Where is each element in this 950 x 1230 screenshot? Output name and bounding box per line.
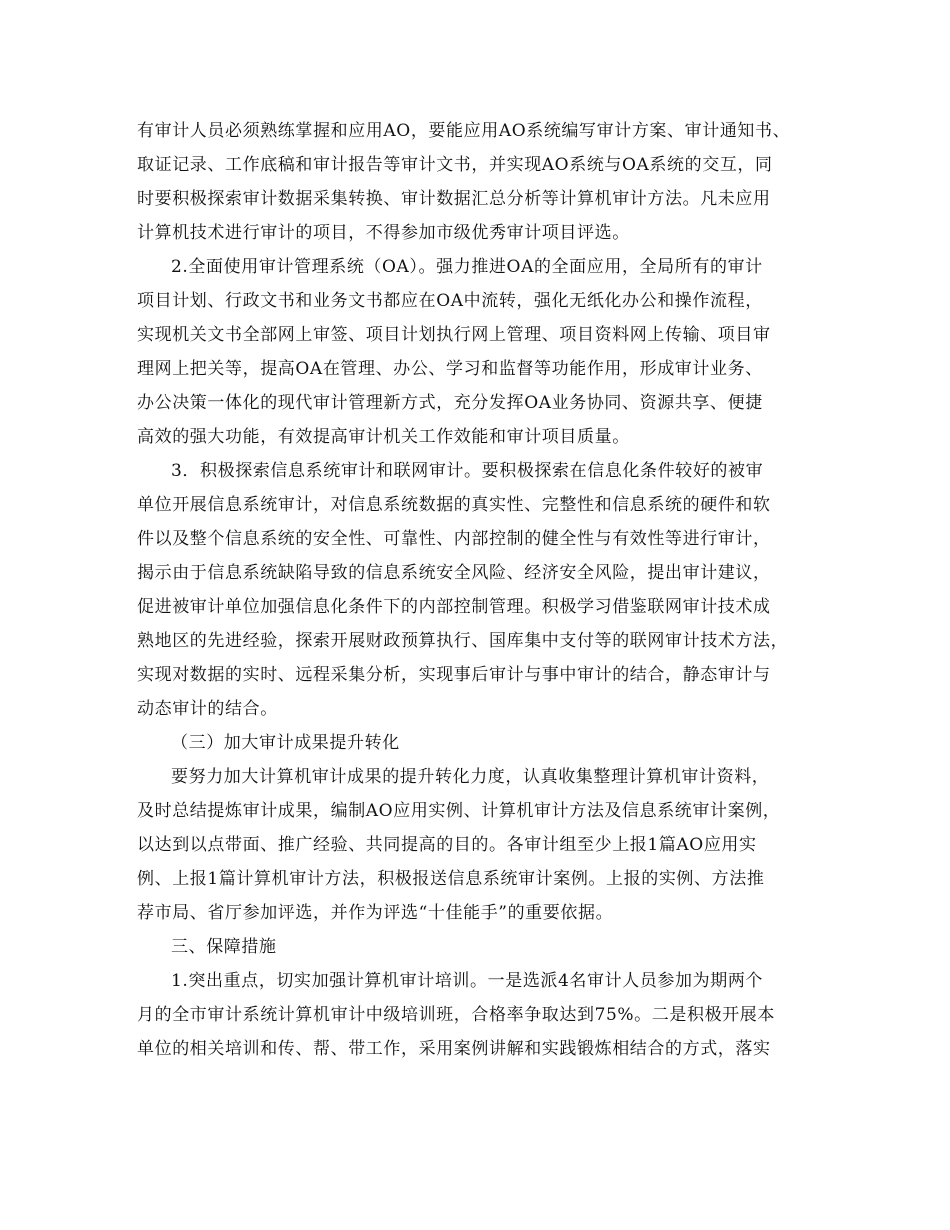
- text-line: 月的全市审计系统计算机审计中级培训班，合格率争取达到75%。二是积极开展本: [137, 1005, 775, 1025]
- text-line: 实现机关文书全部网上审签、项目计划执行网上管理、项目资料网上传输、项目审: [137, 325, 771, 345]
- text-line: 荐市局、省厅参加评选，并作为评选“十佳能手”的重要依据。: [137, 903, 614, 923]
- section-heading: （三）加大审计成果提升转化: [171, 733, 400, 753]
- document-body: [137, 114, 827, 1066]
- text-line: 以达到以点带面、推广经验、共同提高的目的。各审计组至少上报1篇AO应用实: [137, 835, 757, 855]
- text-line: 及时总结提炼审计成果，编制AO应用实例、计算机审计方法及信息系统审计案例，: [137, 801, 781, 821]
- text-line: 有审计人员必须熟练掌握和应用AO，要能应用AO系统编写审计方案、审计通知书、: [137, 121, 791, 141]
- paragraph-start-line: 要努力加大计算机审计成果的提升转化力度，认真收集整理计算机审计资料，: [171, 767, 770, 787]
- paragraph-start-line: 1.突出重点，切实加强计算机审计培训。一是选派4名审计人员参加为期两个: [171, 971, 764, 991]
- paragraph-start-line: 3．积极探索信息系统审计和联网审计。要积极探索在信息化条件较好的被审: [171, 461, 764, 481]
- text-line: 实现对数据的实时、远程采集分析，实现事后审计与事中审计的结合，静态审计与: [137, 665, 771, 685]
- text-line: 揭示由于信息系统缺陷导致的信息系统安全风险、经济安全风险，提出审计建议，: [137, 563, 771, 583]
- text-line: 促进被审计单位加强信息化条件下的内部控制管理。积极学习借鉴联网审计技术成: [137, 597, 771, 617]
- paragraph-start-line: 2.全面使用审计管理系统（OA）。强力推进OA的全面应用，全局所有的审计: [171, 257, 763, 277]
- section-heading: 三、保障措施: [171, 937, 277, 957]
- text-line: 单位开展信息系统审计，对信息系统数据的真实性、完整性和信息系统的硬件和软: [137, 495, 771, 515]
- text-line: 取证记录、工作底稿和审计报告等审计文书，并实现AO系统与OA系统的交互，同: [137, 155, 773, 175]
- text-line: 动态审计的结合。: [137, 699, 278, 719]
- text-line: 单位的相关培训和传、帮、带工作，采用案例讲解和实践锻炼相结合的方式，落实: [137, 1039, 771, 1059]
- text-line: 熟地区的先进经验，探索开展财政预算执行、国库集中支付等的联网审计技术方法，: [137, 631, 789, 651]
- text-line: 理网上把关等，提高OA在管理、办公、学习和监督等功能作用，形成审计业务、: [137, 359, 763, 379]
- text-line: 时要积极探索审计数据采集转换、审计数据汇总分析等计算机审计方法。凡未应用: [137, 189, 771, 209]
- text-line: 计算机技术进行审计的项目，不得参加市级优秀审计项目评选。: [137, 223, 630, 243]
- text-line: 件以及整个信息系统的安全性、可靠性、内部控制的健全性与有效性等进行审计，: [137, 529, 771, 549]
- text-line: 高效的强大功能，有效提高审计机关工作效能和审计项目质量。: [137, 427, 630, 447]
- text-line: 办公决策一体化的现代审计管理新方式，充分发挥OA业务协同、资源共享、便捷: [137, 393, 763, 413]
- text-line: 项目计划、行政文书和业务文书都应在OA中流转，强化无纸化办公和操作流程，: [137, 291, 763, 311]
- text-line: 例、上报1篇计算机审计方法，积极报送信息系统审计案例。上报的实例、方法推: [137, 869, 765, 889]
